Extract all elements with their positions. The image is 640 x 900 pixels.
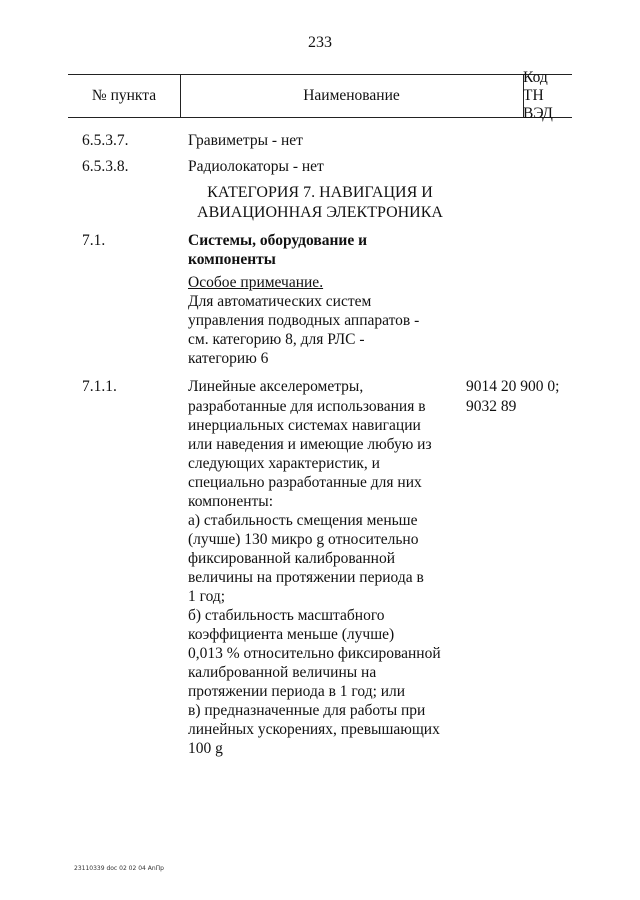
item-text-line: следующих характеристик, и [188,455,380,472]
row-name: Гравиметры - нет [188,132,303,149]
item-text-line: калиброванной величины на [188,664,377,681]
row-number: 6.5.3.7. [82,132,129,149]
item-text-line: инерциальных системах навигации [188,417,421,434]
item-text-line: (лучше) 130 микро g относительно [188,531,419,548]
section-number: 7.1. [82,232,106,249]
category-heading-line: АВИАЦИОННАЯ ЭЛЕКТРОНИКА [197,204,443,221]
page-number: 233 [308,34,332,51]
item-text-line: или наведения и имеющие любую из [188,436,432,453]
special-note-line: Для автоматических систем [188,293,372,310]
section-number: 7.1.1. [82,378,117,395]
section-title-line: компоненты [188,251,276,268]
customs-code-line: 9032 89 [466,398,517,415]
item-text-line: компоненты: [188,493,274,510]
special-note-line: управления подводных аппаратов - [188,312,420,329]
header-col-number: № пункта [91,87,157,104]
section-title-line: Системы, оборудование и [188,232,368,249]
special-note-line: категорию 6 [188,350,269,367]
special-note-line: см. категорию 8, для РЛС - [188,331,365,348]
category-heading-line: КАТЕГОРИЯ 7. НАВИГАЦИЯ И [207,184,433,201]
row-number: 6.5.3.8. [82,158,129,175]
item-text-line: фиксированной калиброванной [188,550,396,567]
item-text-line: б) стабильность масштабного [188,607,385,624]
row-name: Радиолокаторы - нет [188,158,324,175]
item-text-line: линейных ускорениях, превышающих [188,721,440,738]
item-text-line: Линейные акселерометры, [188,378,364,395]
item-text-line: 1 год; [188,588,226,605]
item-text-line: специально разработанные для них [188,474,422,491]
item-text-line: протяжении периода в 1 год; или [188,683,406,700]
special-note-title: Особое примечание. [188,274,324,291]
item-text-line: коэффициента меньше (лучше) [188,626,395,643]
item-text-line: 100 g [188,740,223,757]
customs-code-line: 9014 20 900 0; [466,378,560,395]
header-col-name: Наименование [303,87,400,104]
item-text-line: 0,013 % относительно фиксированной [188,645,441,662]
header-col-code: Код ТН ВЭД [523,69,553,122]
item-text-line: величины на протяжении периода в [188,569,424,586]
footer-document-code: 23110339 doc 02 02 04 AnПp [74,865,164,872]
item-text-line: в) предназначенные для работы при [188,702,426,719]
item-text-line: а) стабильность смещения меньше [188,512,418,529]
item-text-line: разработанные для использования в [188,398,426,415]
